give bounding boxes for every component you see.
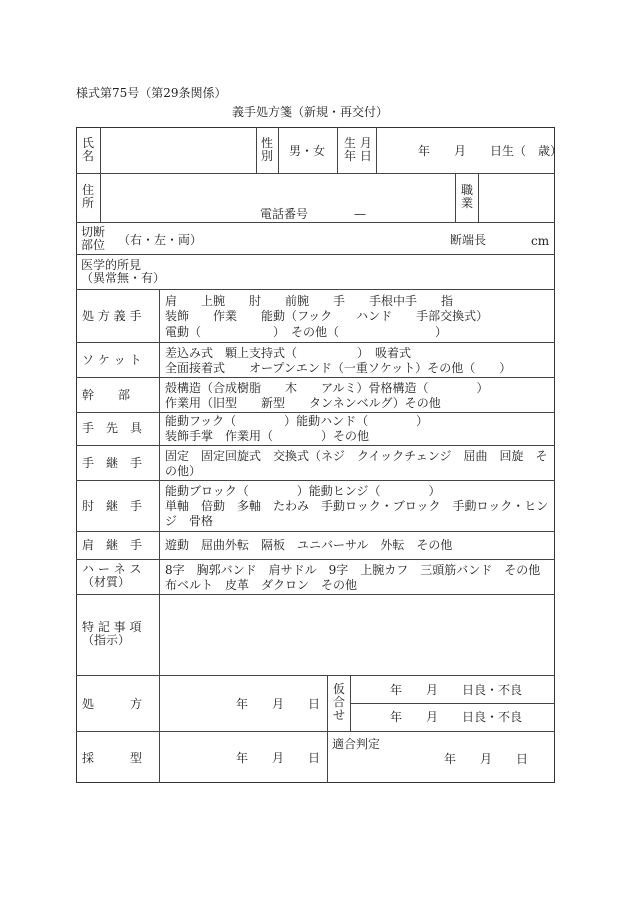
rule xyxy=(76,675,555,676)
stump-length-unit: cm xyxy=(531,234,550,248)
row-line: 肩 上腕 肘 前腕 手 手根中手 指 xyxy=(165,294,454,308)
rule xyxy=(76,594,555,595)
rule xyxy=(350,703,555,704)
name-label: 氏 名 xyxy=(82,136,95,163)
row-line: ジ 骨格 xyxy=(165,514,214,528)
row-label-shoulder-joint: 肩 継 手 xyxy=(82,538,143,552)
rule xyxy=(100,173,101,222)
judgement-date: 年 月 日 xyxy=(444,752,529,766)
rule xyxy=(76,377,555,378)
amputation-label: 切断 部位 xyxy=(81,225,106,252)
row-label-harness: ハ ー ネ ス （材質） xyxy=(82,562,142,589)
row-label-trunk: 幹 部 xyxy=(82,388,131,402)
row-line: 単軸 倍動 多軸 たわみ 手動ロック・ブロック 手動ロック・ヒン xyxy=(165,499,549,513)
rule xyxy=(350,675,351,731)
rule xyxy=(76,254,555,255)
amputation-value: （右・左・両） xyxy=(118,233,203,247)
rule xyxy=(100,127,101,173)
row-label-terminal-device: 手 先 具 xyxy=(82,421,143,435)
rule xyxy=(337,127,338,173)
form-number: 様式第75号（第29条関係） xyxy=(76,86,227,100)
rule xyxy=(76,173,555,174)
row-line: 作業用（旧型 新型 タンネンベルグ）その他 xyxy=(165,396,441,410)
row-label-elbow-joint: 肘 継 手 xyxy=(82,499,143,513)
notes-label: 特 記 事 項 （指示） xyxy=(82,620,142,647)
casting-label: 採 型 xyxy=(82,751,143,765)
rule xyxy=(376,127,377,173)
stump-length-label: 断端長 xyxy=(450,233,487,247)
row-line: 電動（ ） その他（ ） xyxy=(165,325,448,339)
address-label: 住 所 xyxy=(82,183,95,210)
rule xyxy=(278,127,279,173)
row-label-socket: ソ ケ ッ ト xyxy=(82,353,142,367)
birth-label: 生 月 年 日 xyxy=(344,136,372,163)
row-line: 遊動 屈曲外転 隔板 ユニバーサル 外転 その他 xyxy=(165,538,453,552)
sex-value: 男・女 xyxy=(289,144,326,158)
judgement-label: 適合判定 xyxy=(332,737,381,751)
row-line: 固定 固定回旋式 交換式（ネジ クイックチェンジ 屈曲 回旋 そ xyxy=(165,449,548,463)
rule xyxy=(76,222,555,223)
rule xyxy=(76,480,555,481)
fitting-label: 仮 合 せ xyxy=(333,682,346,722)
rule xyxy=(256,127,257,173)
rule xyxy=(455,173,456,222)
birth-value: 年 月 日生（ 歳） xyxy=(418,144,563,158)
rule xyxy=(159,289,160,783)
row-line: 布ベルト 皮革 ダクロン その他 xyxy=(165,578,358,592)
rule xyxy=(76,559,555,560)
casting-date: 年 月 日 xyxy=(236,751,321,765)
page-title: 義手処方箋（新規・再交付） xyxy=(232,105,389,119)
row-line: の他） xyxy=(165,464,202,478)
row-line: 装飾手掌 作業用（ ）その他 xyxy=(165,429,370,443)
fitting-result-2: 年 月 日良・不良 xyxy=(390,710,523,724)
rule xyxy=(478,173,479,222)
row-line: 能動フック（ ）能動ハンド（ ） xyxy=(165,414,429,428)
row-line: 8字 胸郭バンド 肩サドル 9字 上腕カフ 三頭筋バンド その他 xyxy=(165,563,541,577)
rule xyxy=(76,342,555,343)
medical-findings-label: 医学的所見 （異常無・有） xyxy=(81,258,166,285)
rule xyxy=(76,412,555,413)
rule xyxy=(76,731,555,732)
row-line: 殻構造（合成樹脂 木 アルミ）骨格構造（ ） xyxy=(165,381,489,395)
rule xyxy=(76,289,555,290)
fitting-result-1: 年 月 日良・不良 xyxy=(390,683,523,697)
rule xyxy=(327,675,328,783)
row-label-wrist-joint: 手 継 手 xyxy=(82,456,143,470)
sex-label: 性 別 xyxy=(261,136,274,163)
phone-dash: — xyxy=(354,207,366,221)
phone-label: 電話番号 xyxy=(260,207,309,221)
prescription-date: 年 月 日 xyxy=(236,697,321,711)
row-line: 装飾 作業 能動（フック ハンド 手部交換式） xyxy=(165,309,489,323)
row-label-prescribed-arm: 処 方 義 手 xyxy=(82,309,142,323)
occupation-label: 職 業 xyxy=(461,183,474,210)
rule xyxy=(76,445,555,446)
rule xyxy=(76,531,555,532)
prescription-label: 処 方 xyxy=(82,697,143,711)
row-line: 全面接着式 オープンエンド（一重ソケット）その他（ ） xyxy=(165,361,512,375)
row-line: 能動ブロック（ ）能動ヒンジ（ ） xyxy=(165,484,441,498)
row-line: 差込み式 顆上支持式（ ） 吸着式 xyxy=(165,346,412,360)
